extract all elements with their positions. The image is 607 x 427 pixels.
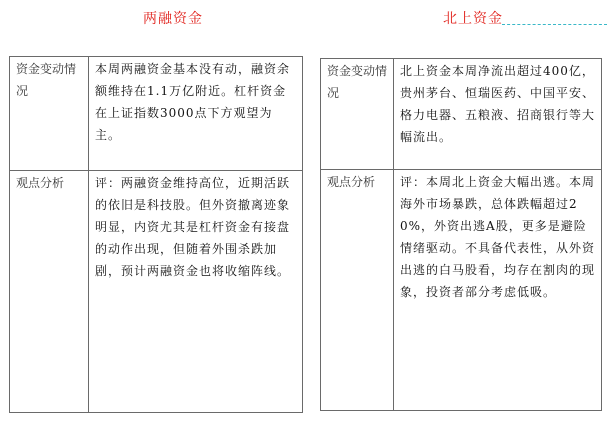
row-text: 北上资金本周净流出超过400亿，贵州茅台、恒瑞医药、中国平安、格力电器、五粮液、招商银行等大幅流出。 [394,59,602,170]
table-row [10,57,303,171]
left-panel-title: 两融资金 [143,11,203,27]
table-row [10,171,303,413]
dashed-divider [502,24,607,25]
row-label: 观点分析 [10,171,89,413]
row-label: 观点分析 [321,170,394,411]
row-text: 评：本周北上资金大幅出逃。本周海外市场暴跌，总体跌幅超过20%，外资出逃A股，更多是避险情绪驱动。不具备代表性，从外资出逃的白马股看，均存在割肉的现象，投资者部分考虑低吸。 [394,170,602,411]
row-label: 资金变动情况 [10,57,89,171]
table-row [321,170,602,411]
right-panel-title: 北上资金 [443,11,503,27]
left-panel-table [9,56,303,413]
row-text: 本周两融资金基本没有动，融资余额维持在1.1万亿附近。杠杆资金在上证指数3000点下方观望为主。 [89,57,303,171]
table-row [321,59,602,170]
right-panel-table [320,58,602,411]
row-label: 资金变动情况 [321,59,394,170]
row-text: 评：两融资金维持高位，近期活跃的依旧是科技股。但外资撤离迹象明显，内资尤其是杠杆资金有接盘的动作出现，但随着外围杀跌加剧，预计两融资金也将收缩阵线。 [89,171,303,413]
